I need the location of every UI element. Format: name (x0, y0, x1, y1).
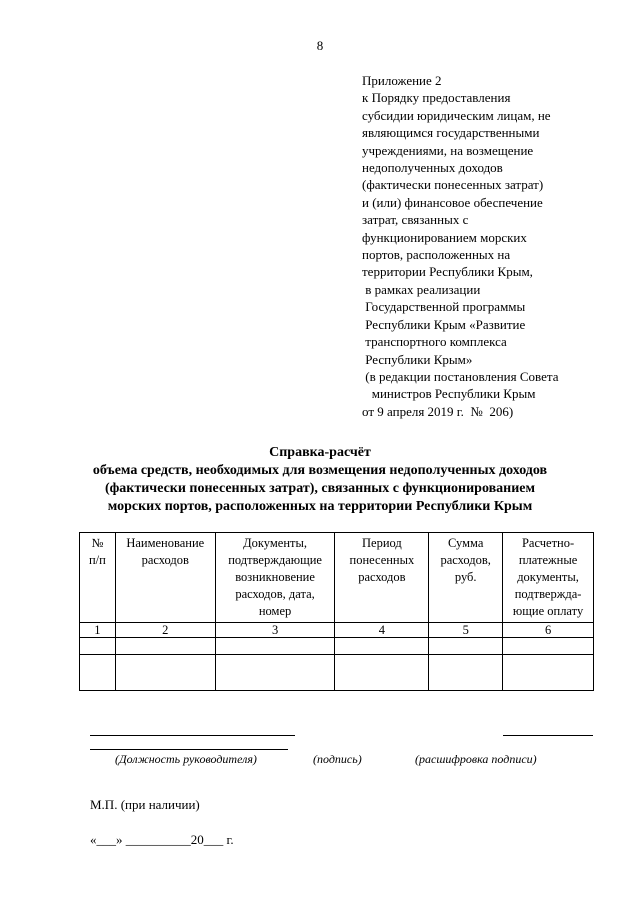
stamp-text: М.П. (при наличии) (90, 797, 200, 812)
page-number: 8 (316, 38, 324, 53)
header-text: расходов (358, 570, 406, 584)
table-number-row (80, 623, 594, 638)
column-number-cell: 1 (80, 623, 116, 638)
header-cell-payment-docs (503, 533, 594, 623)
header-text: п/п (88, 553, 106, 567)
header-text: Расчетно- (521, 536, 575, 550)
title-line: морских портов, расположенных на территории Республики Крым (107, 499, 533, 514)
empty-cell (429, 638, 503, 655)
appendix-line: Приложение 2 (362, 73, 442, 88)
empty-cell (80, 655, 116, 691)
appendix-line: Государственной программы (362, 299, 526, 315)
header-text: расходов, (440, 553, 491, 567)
position-line-lower (90, 749, 288, 750)
appendix-block (362, 72, 622, 420)
header-text: подтвержда- (514, 587, 582, 601)
header-text: Период (362, 536, 402, 550)
date-line: «___» __________20___ г. (90, 832, 234, 847)
empty-cell (429, 655, 503, 691)
header-text: Наименование (126, 536, 205, 550)
empty-cell (80, 638, 116, 655)
column-number-cell: 4 (335, 623, 429, 638)
table-row (80, 638, 594, 655)
appendix-line: Республики Крым» (362, 351, 473, 367)
appendix-line: министров Республики Крым (362, 386, 536, 402)
appendix-line: Республики Крым «Развитие (362, 316, 526, 332)
header-cell-amount (429, 533, 503, 623)
empty-cell (115, 638, 215, 655)
signature-caption: (подпись) (313, 752, 362, 766)
header-text: Сумма (448, 536, 484, 550)
table-row (80, 655, 594, 691)
empty-cell (115, 655, 215, 691)
empty-cell (335, 638, 429, 655)
document-title (0, 444, 640, 516)
appendix-line: к Порядку предоставления (362, 90, 511, 106)
header-text: подтверждающие (228, 553, 322, 567)
header-cell-documents (215, 533, 335, 623)
header-text: расходов (141, 553, 189, 567)
empty-cell (335, 655, 429, 691)
position-caption: (Должность руководителя) (115, 752, 257, 766)
header-text: платежные (518, 553, 578, 567)
appendix-line: от 9 апреля 2019 г. № 206) (362, 403, 514, 419)
appendix-line: территории Республики Крым, (362, 264, 533, 280)
table-header-row (80, 533, 594, 623)
column-number-cell: 3 (215, 623, 335, 638)
appendix-line: являющимся государственными (362, 125, 540, 141)
position-line-upper (90, 735, 295, 736)
empty-cell (215, 638, 335, 655)
column-number-cell: 6 (503, 623, 594, 638)
appendix-line: транспортного комплекса (362, 334, 507, 350)
appendix-line: затрат, связанных с (362, 212, 469, 228)
appendix-line: (фактически понесенных затрат) (362, 177, 544, 193)
header-cell-name (115, 533, 215, 623)
header-text: № (91, 536, 104, 550)
decoding-caption: (расшифровка подписи) (415, 752, 537, 766)
title-line: объема средств, необходимых для возмещения недополученных доходов (92, 463, 548, 478)
appendix-line: функционированием морских (362, 229, 527, 245)
appendix-line: и (или) финансовое обеспечение (362, 194, 543, 210)
column-number-cell: 5 (429, 623, 503, 638)
header-cell-period (335, 533, 429, 623)
appendix-line: в рамках реализации (362, 281, 481, 297)
appendix-line: (в редакции постановления Совета (362, 368, 559, 384)
appendix-line: недополученных доходов (362, 160, 503, 176)
title-line: Справка-расчёт (269, 445, 371, 460)
header-text: возникновение (235, 570, 315, 584)
header-text: документы, (517, 570, 579, 584)
header-text: номер (258, 604, 292, 618)
title-line: (фактически понесенных затрат), связанных с функционированием (104, 481, 536, 496)
header-text: ющие оплату (512, 604, 584, 618)
calculation-table (79, 532, 594, 691)
header-cell-number (80, 533, 116, 623)
appendix-line: учреждениями, на возмещение (362, 142, 534, 158)
header-text: руб. (454, 570, 477, 584)
empty-cell (503, 655, 594, 691)
header-text: Документы, (243, 536, 308, 550)
header-text: расходов, дата, (235, 587, 315, 601)
empty-cell (215, 655, 335, 691)
appendix-line: портов, расположенных на (362, 247, 511, 263)
column-number-cell: 2 (115, 623, 215, 638)
empty-cell (503, 638, 594, 655)
appendix-line: субсидии юридическим лицам, не (362, 107, 551, 123)
decoding-line (503, 735, 593, 736)
header-text: понесенных (349, 553, 415, 567)
